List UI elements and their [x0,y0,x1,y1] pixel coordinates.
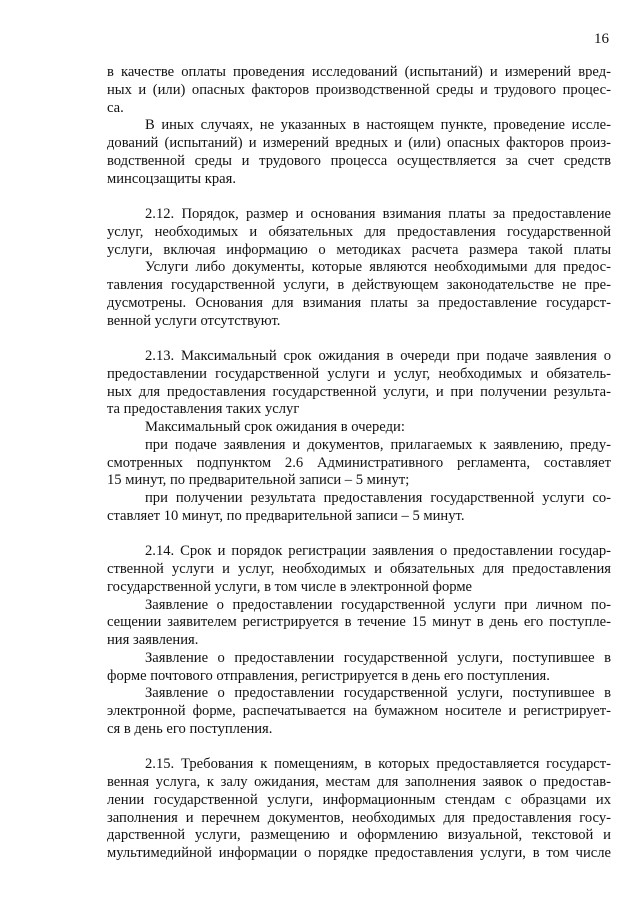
paragraph-gap [107,188,611,206]
text-line: минсоцзащиты края. [107,170,236,187]
text-line: водственной среды и трудового процесса осуществляется за счет средств [107,152,611,169]
text-line: Заявление о предоставлении государственной услуги, поступившее в [145,649,611,666]
page-number: 16 [594,31,609,47]
paragraph-p2 [107,117,611,188]
paragraph-gap [107,739,611,757]
text-line: ния заявления. [107,632,199,648]
paragraph-p13 [107,756,611,863]
paragraph-p10 [107,597,611,650]
text-line: услуги, включая информацию о методиках расчета размера такой платы [107,241,611,258]
paragraph-p9 [107,543,611,596]
text-line: мультимедийной информации о порядке предоставления услуги, в том числе [107,845,611,861]
text-line: Услуги либо документы, которые являются необходимыми для предос- [145,259,611,276]
text-line: венной услуги отсутствуют. [107,312,281,329]
text-line: 2.14. Срок и порядок регистрации заявления о предоставлении государ- [145,543,611,560]
text-line: смотренных подпунктом 2.6 Административного регламента, составляет [107,454,611,471]
text-line: са. [107,99,124,116]
text-line: заполнения и перечнем документов, необходимых для предоставления госу- [107,809,611,826]
text-line: Заявление о предоставлении государственной услуги, поступившее в [145,685,611,702]
text-line: предоставлении государственной услуги и услуг, необходимых и обязатель- [107,365,611,382]
text-line: ных и (или) опасных факторов производственной среды и трудового процес- [107,81,611,98]
text-line: Максимальный срок ожидания в очереди: [145,419,405,435]
paragraph-p6 [107,419,611,437]
text-line: дусмотрены. Основания для взимания платы за предоставление государст- [107,294,611,311]
text-line: та предоставления таких услуг [107,401,300,418]
text-line: лении государственной услуги, информационным стендам с образцами их [107,791,611,808]
text-line: дований (испытаний) и измерений вредных и (или) опасных факторов произ- [107,135,611,151]
paragraph-p1 [107,64,611,117]
text-line: 2.15. Требования к помещениям, в которых предоставляется государст- [145,756,611,773]
paragraph-p7 [107,437,611,490]
text-line: ся в день его поступления. [107,720,273,737]
paragraph-p4 [107,259,611,330]
paragraph-gap [107,330,611,348]
paragraph-gap [107,526,611,544]
text-line: тавления государственной услуги, в действующем законодательстве не пре- [107,277,611,293]
text-line: при подаче заявления и документов, прилагаемых к заявлению, преду- [145,436,611,453]
document-body [107,64,611,863]
text-line: ставляет 10 минут, по предварительной записи – 5 минут. [107,507,465,524]
paragraph-p8 [107,490,611,526]
text-line: электронной форме, распечатывается на бумажном носителе и регистрирует- [107,703,611,719]
text-line: 2.12. Порядок, размер и основания взимания платы за предоставление [145,206,611,222]
text-line: В иных случаях, не указанных в настоящем пункте, проведение иссле- [145,117,611,134]
text-line: дарственной услуги, размещению и оформлению визуальной, текстовой и [107,827,611,844]
paragraph-p5 [107,348,611,419]
text-line: форме почтового отправления, регистрируется в день его поступления. [107,667,550,684]
text-line: в качестве оплаты проведения исследований (испытаний) и измерений вред- [107,64,611,80]
paragraph-p12 [107,685,611,738]
text-line: венная услуга, к залу ожидания, местам для заполнения заявок о предостав- [107,774,611,790]
text-line: услуг, необходимых и обязательных для предоставления государственной [107,223,611,240]
paragraph-p3 [107,206,611,259]
text-line: государственной услуги, в том числе в электронной форме [107,578,473,595]
paragraph-p11 [107,650,611,686]
text-line: сещении заявителем регистрируется в течение 15 минут в день его поступле- [107,614,611,631]
text-line: при получении результата предоставления государственной услуги со- [145,490,611,506]
text-line: 2.13. Максимальный срок ожидания в очереди при подаче заявления о [145,348,611,364]
text-line: Заявление о предоставлении государственной услуги при личном по- [145,596,611,613]
text-line: ственной услуги и услуг, необходимых и обязательных для предоставления [107,561,611,577]
text-line: ных для предоставления государственной услуги, и при получении результа- [107,383,611,400]
text-line: 15 минут, по предварительной записи – 5 минут; [107,472,410,489]
